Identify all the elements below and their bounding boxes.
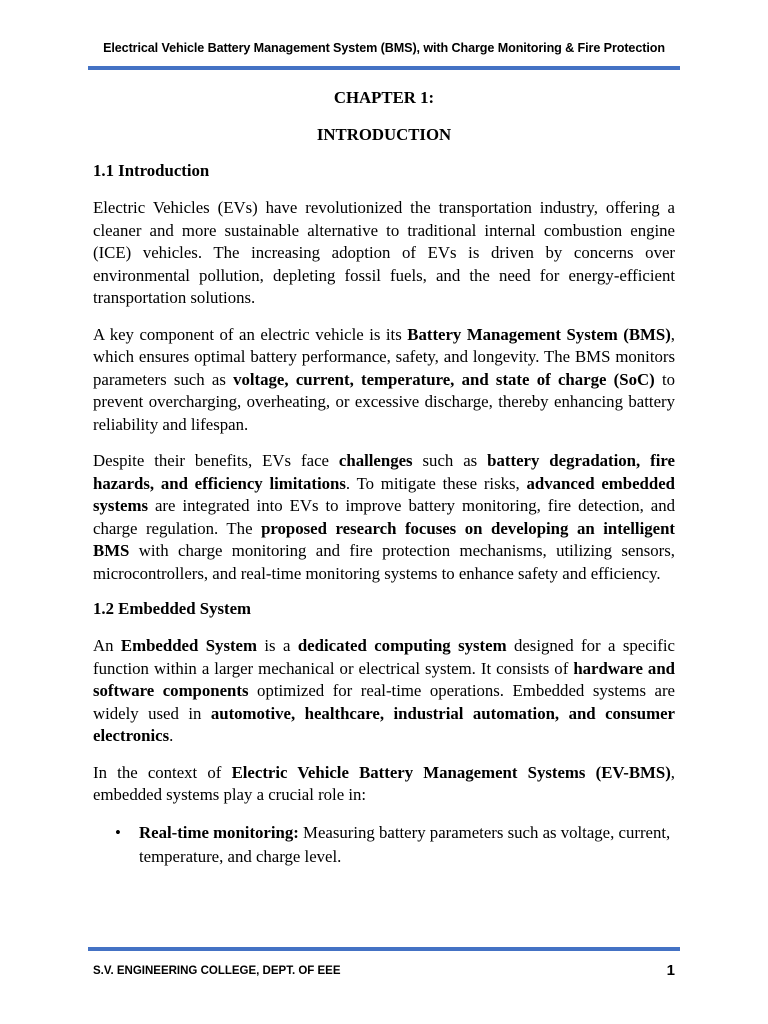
- text-run: optimized for real-time operations. Embedded systems are widely used in: [93, 681, 675, 723]
- bold-run: advanced embedded systems: [93, 473, 675, 515]
- chapter-title: INTRODUCTION: [316, 125, 452, 144]
- bold-run: Electric Vehicle Battery Management Systems (EV-BMS): [231, 762, 671, 782]
- header-rule: [88, 66, 680, 70]
- paragraph-ev-bms-context: [93, 762, 675, 807]
- text-run: such as: [412, 451, 488, 470]
- bold-run: proposed research focuses on developing an intelligent BMS: [93, 518, 675, 560]
- running-header: Electrical Vehicle Battery Management System (BMS), with Charge Monitoring & Fire Protection: [103, 41, 665, 55]
- text-run: Despite their benefits, EVs face: [93, 451, 339, 470]
- bullet-text: Measuring battery parameters such as voltage, current, temperature, and charge level.: [139, 822, 671, 866]
- text-run: designed for a specific function within a larger mechanical or electrical system. It consists of: [93, 636, 675, 678]
- chapter-label: CHAPTER 1:: [333, 88, 435, 107]
- paragraph-bms: [93, 324, 675, 437]
- text-run: is a: [257, 636, 298, 655]
- page-body: [93, 86, 675, 869]
- bullet-label: Real-time monitoring:: [139, 822, 299, 842]
- text-run: , which ensures optimal battery performance, safety, and longevity. The BMS monitors parameters such as: [93, 324, 675, 389]
- bold-run: voltage, current, temperature, and state of charge (SoC): [233, 369, 655, 389]
- text-run: to prevent overcharging, overheating, or excessive discharge, thereby enhancing battery reliability and lifespan.: [93, 369, 675, 434]
- footer-rule: [88, 947, 680, 951]
- page-number: 1: [666, 962, 675, 979]
- bold-run: Battery Management System (BMS): [407, 324, 671, 344]
- text-run: An: [93, 636, 121, 655]
- bold-run: automotive, healthcare, industrial automation, and consumer electronics: [93, 703, 675, 745]
- text-run: . To mitigate these risks,: [345, 473, 527, 493]
- bold-run: battery degradation, fire hazards, and efficiency limitations: [93, 451, 676, 493]
- section-heading-1-1: 1.1 Introduction: [93, 161, 210, 180]
- bold-run: challenges: [338, 451, 413, 470]
- role-bullet-list: [93, 821, 675, 869]
- paragraph-challenges: [93, 450, 675, 585]
- footer-college: S.V. ENGINEERING COLLEGE, DEPT. OF EEE: [93, 965, 341, 977]
- text-run: In the context of: [93, 762, 232, 782]
- text-run: are integrated into EVs to improve battery monitoring, fire detection, and charge regulation. The: [93, 496, 675, 538]
- bullet-icon: •: [115, 822, 121, 842]
- paragraph-ev-intro: Electric Vehicles (EVs) have revolutionized the transportation industry, offering a cleaner and more sustainable alternative to traditional internal combustion engine (ICE) vehicles. The increasing adoption of EVs is driven by concerns over environmental pollution, depleting fossil fuels, and the need for energy-efficient transportation solutions.: [93, 198, 675, 307]
- bold-run: hardware and software components: [93, 658, 675, 700]
- text-run: .: [169, 726, 174, 745]
- section-heading-1-2: 1.2 Embedded System: [93, 599, 252, 618]
- text-run: with charge monitoring and fire protection mechanisms, utilizing sensors, microcontrollers, and real-time monitoring systems to enhance safety and efficiency.: [93, 541, 675, 583]
- text-run: , embedded systems play a crucial role in:: [93, 762, 675, 804]
- paragraph-embedded-system: [93, 635, 675, 748]
- text-run: A key component of an electric vehicle is its: [93, 324, 408, 344]
- list-item: [93, 821, 675, 869]
- bold-run: dedicated computing system: [297, 636, 507, 655]
- bold-run: Embedded System: [120, 636, 257, 655]
